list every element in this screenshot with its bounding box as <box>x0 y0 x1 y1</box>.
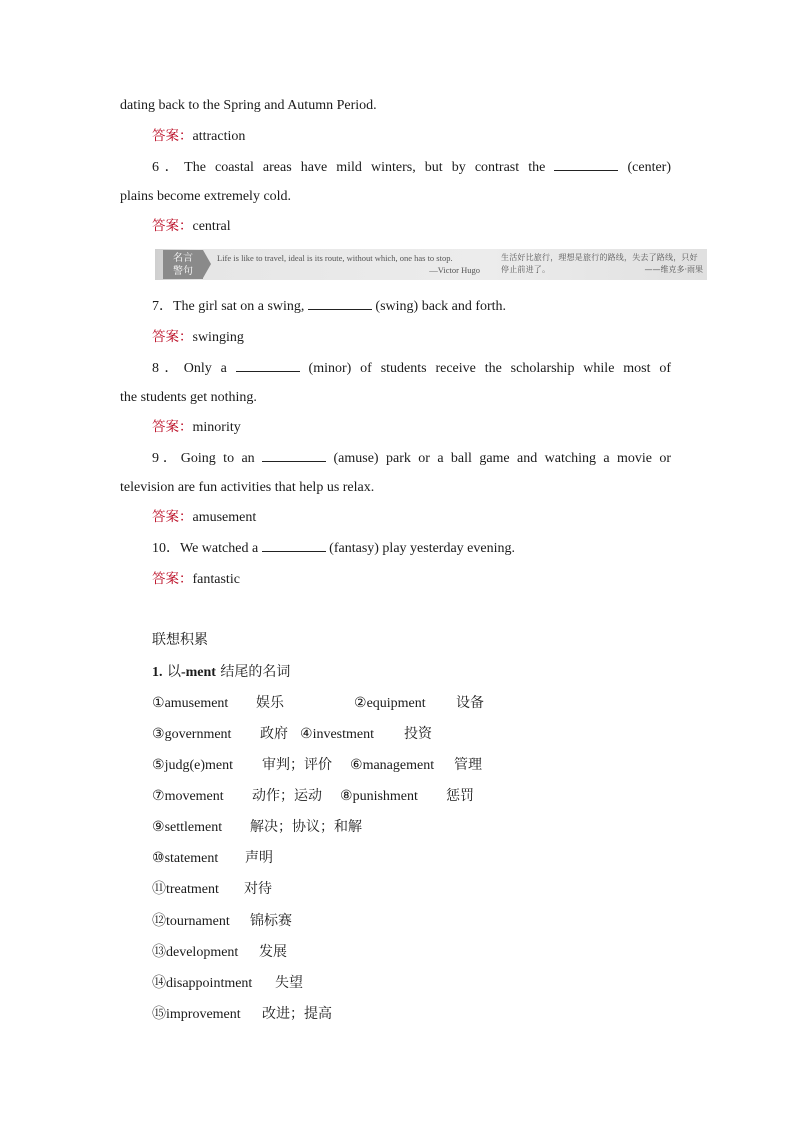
answer-value: minority <box>192 420 241 435</box>
vocab-entry: ⑦movement <box>152 789 224 804</box>
text-line: television are fun activities that help us relax. <box>120 480 375 495</box>
quote-chinese-author: ——维克多·雨果 <box>644 265 703 274</box>
subtitle-text: 以 <box>166 664 181 680</box>
section-subtitle <box>152 663 707 682</box>
question-text: 6．The coastal areas have mild winters, but by contrast the <box>152 160 546 175</box>
answer-line <box>152 127 707 146</box>
vocab-row <box>152 1005 707 1024</box>
answer-label: 答案： <box>152 329 193 345</box>
vocab-meaning: 娱乐 <box>256 695 284 711</box>
answer-value: swinging <box>192 330 244 345</box>
question-text: (fantasy) play yesterday evening. <box>329 541 515 556</box>
vocab-entry: ⑨settlement <box>152 820 223 835</box>
vocab-entry: ③government <box>152 727 232 742</box>
vocab-meaning: 解决；协议；和解 <box>250 819 362 835</box>
vocab-meaning: 声明 <box>245 850 273 866</box>
answer-value: central <box>192 219 231 234</box>
text-line: dating back to the Spring and Autumn Period. <box>120 98 377 113</box>
quote-english-author: —Victor Hugo <box>429 265 480 275</box>
tag-arrow <box>203 250 211 278</box>
answer-label: 答案： <box>152 571 193 587</box>
vocab-meaning: 管理 <box>454 757 482 773</box>
answer-value: attraction <box>192 129 246 144</box>
question-9 <box>152 449 671 468</box>
answer-line <box>152 418 707 437</box>
vocab-row <box>152 974 707 993</box>
vocab-row <box>152 787 707 806</box>
vocab-meaning: 失望 <box>275 975 303 991</box>
subtitle-number: 1. <box>152 665 163 680</box>
answer-blank[interactable] <box>262 539 326 552</box>
vocab-entry: ⑬development <box>152 945 239 960</box>
answer-blank[interactable] <box>262 449 326 462</box>
subtitle-text: 结尾的名词 <box>215 664 291 680</box>
vocab-row <box>152 756 707 775</box>
vocab-entry: ②equipment <box>354 696 426 711</box>
vocab-entry: ⑪treatment <box>152 882 219 897</box>
question-8 <box>152 359 671 378</box>
vocab-meaning: 发展 <box>259 944 287 960</box>
vocab-entry: ①amusement <box>152 696 229 711</box>
vocab-entry: ⑫tournament <box>152 914 230 929</box>
question-text: (swing) back and forth. <box>375 299 507 314</box>
question-text: 7．The girl sat on a swing, <box>152 299 305 314</box>
quote-tag <box>163 250 203 279</box>
quote-english: Life is like to travel, ideal is its route, without which, one has to stop. <box>217 253 453 263</box>
question-text: 10．We watched a <box>152 541 259 556</box>
vocab-entry: ⑭disappointment <box>152 976 253 991</box>
tag-line: 警句 <box>173 266 193 277</box>
vocab-meaning: 政府 <box>260 726 288 742</box>
vocab-meaning: 动作；运动 <box>252 788 322 804</box>
vocab-meaning: 惩罚 <box>446 788 474 804</box>
answer-line <box>152 570 707 589</box>
vocab-entry: ⑥management <box>350 758 435 773</box>
tag-line: 名言 <box>173 253 193 264</box>
answer-label: 答案： <box>152 419 193 435</box>
text-line: the students get nothing. <box>120 390 257 405</box>
vocab-row <box>152 849 707 868</box>
question-6 <box>152 158 671 177</box>
vocab-meaning: 改进；提高 <box>262 1006 332 1022</box>
vocab-row <box>152 725 707 744</box>
question-text: (amuse) park or a ball game and watching a movie or <box>333 451 672 466</box>
vocab-entry: ⑧punishment <box>340 789 418 804</box>
vocab-meaning: 锦标赛 <box>250 913 292 929</box>
question-10 <box>152 539 707 558</box>
vocab-row <box>152 912 707 931</box>
question-text: (minor) of students receive the scholarship while most of <box>308 361 672 376</box>
question-text: 8．Only a <box>152 361 227 376</box>
vocab-row <box>152 880 707 899</box>
answer-label: 答案： <box>152 128 193 144</box>
section-title: 联想积累 <box>152 632 208 648</box>
vocab-entry: ⑩statement <box>152 851 219 866</box>
answer-blank[interactable] <box>554 158 618 171</box>
answer-value: amusement <box>192 510 257 525</box>
answer-blank[interactable] <box>236 359 300 372</box>
answer-label: 答案： <box>152 218 193 234</box>
vocab-meaning: 设备 <box>456 695 484 711</box>
vocab-entry: ④investment <box>300 727 374 742</box>
answer-line <box>152 217 707 236</box>
answer-blank[interactable] <box>308 297 372 310</box>
question-text: 9．Going to an <box>152 451 255 466</box>
vocab-row <box>152 818 707 837</box>
answer-line <box>152 328 707 347</box>
vocab-meaning: 投资 <box>404 726 432 742</box>
answer-line <box>152 508 707 527</box>
vocab-row <box>152 943 707 962</box>
quote-chinese: 生活好比旅行，理想是旅行的路线，失去了路线，只好停止前进了。 <box>501 253 698 274</box>
vocab-entry: ⑮improvement <box>152 1007 241 1022</box>
question-7 <box>152 297 707 316</box>
answer-value: fantastic <box>192 572 240 587</box>
subtitle-suffix: -ment <box>180 665 216 680</box>
vocab-row <box>152 694 707 713</box>
answer-label: 答案： <box>152 509 193 525</box>
vocab-meaning: 对待 <box>244 881 272 897</box>
vocab-meaning: 审判；评价 <box>262 757 332 773</box>
question-text: (center) <box>627 160 672 175</box>
quote-banner <box>155 249 707 280</box>
vocab-entry: ⑤judg(e)ment <box>152 758 233 773</box>
text-line: plains become extremely cold. <box>120 189 292 204</box>
